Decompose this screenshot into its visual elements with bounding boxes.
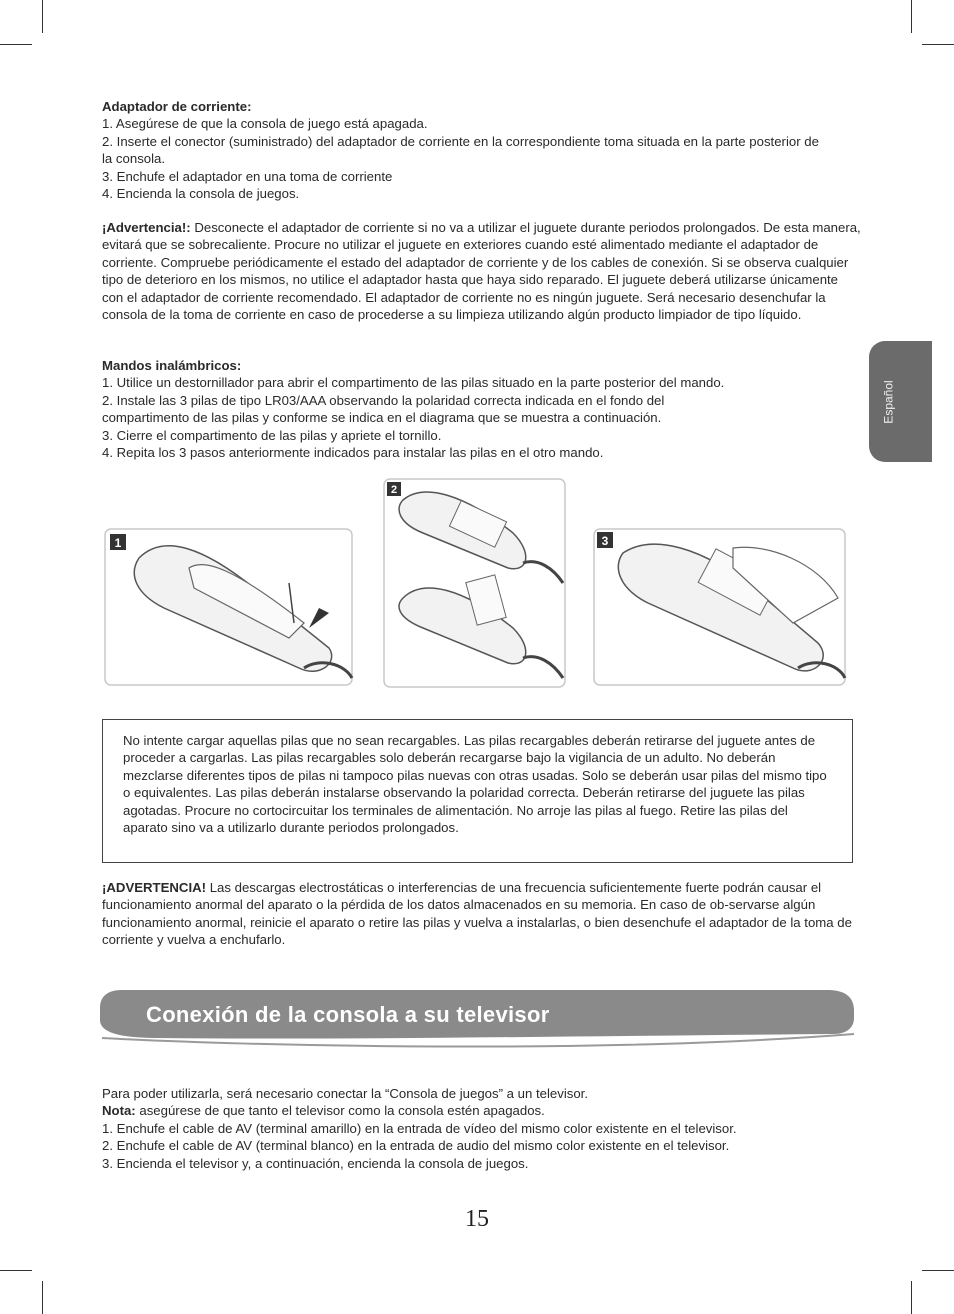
adaptador-section: [102, 98, 822, 202]
conexion-step: 1. Enchufe el cable de AV (terminal amarillo) en la entrada de vídeo del mismo color existente en el televisor.: [102, 1120, 737, 1136]
crop-mark: [42, 0, 43, 33]
section-banner-title: Conexión de la consola a su televisor: [146, 1002, 550, 1027]
crop-mark: [911, 1281, 912, 1314]
adaptador-step: 4. Encienda la consola de juegos.: [102, 186, 300, 202]
mandos-section: [102, 357, 802, 461]
advertencia-text: Desconecte el adaptador de corriente si no va a utilizar el juguete durante periodos prolongados. De esta manera, evitará que se sobrecaliente. Procure no utilizar el juguete en exteriores cuando esté alimentado mediante el adaptador de corriente. Compruebe periódicamente el estado del adaptador de corriente y de los cables de conexión. Si se observa cualquier tipo de deterioro en los mismos, no utilice el adaptador hasta que haya sido reparado. El juguete deberá utilizarse únicamente con el adaptador de corriente recomendado. El adaptador de corriente no es ningún juguete. Será necesario desenchufar la consola de la toma de corriente en caso de procederse a su limpieza utilizando algún producto limpiador de tipo líquido.: [102, 220, 861, 323]
step-number-1: 1: [114, 536, 122, 550]
adaptador-step: 2. Inserte el conector (suministrado) del adaptador de corriente en la correspondiente toma situada en la parte posterior de la consola.: [102, 133, 819, 167]
figure-step-1: [104, 528, 354, 688]
crop-mark: [42, 1281, 43, 1314]
crop-mark: [911, 0, 912, 33]
step-number-2: 2: [390, 484, 398, 496]
figure-step-3: [593, 528, 847, 688]
mandos-step: 3. Cierre el compartimento de las pilas y apriete el tornillo.: [102, 427, 442, 443]
crop-mark: [922, 44, 954, 45]
advertencia-esd-paragraph: [102, 879, 854, 949]
conexion-step: 3. Encienda el televisor y, a continuación, encienda la consola de juegos.: [102, 1155, 529, 1171]
figure-step-2: [383, 478, 567, 690]
pilas-warning-text: No intente cargar aquellas pilas que no sean recargables. Las pilas recargables deberán retirarse del juguete antes de proceder a cargarlas. Las pilas recargables solo deberán recargarse bajo la vigilancia de un adulto. No deberán mezclarse diferentes tipos de pilas ni tampoco pilas nuevas con otras usadas. Solo se deberán usar pilas del mismo tipo o equivalentes. Las pilas deberán instalarse observando la polaridad correcta. Deberán retirarse del juguete las pilas agotadas. Procure no cortocircuitar los terminales de alimentación. No arroje las pilas al fuego. Retire las pilas del aparato sino va a utilizarlo durante periodos prolongados.: [123, 733, 827, 836]
crop-mark: [922, 1270, 954, 1271]
conexion-step: 2. Enchufe el cable de AV (terminal blanco) en la entrada de audio del mismo color existente en el televisor.: [102, 1138, 730, 1154]
conexion-nota-label: Nota:: [102, 1103, 136, 1119]
conexion-intro: Para poder utilizarla, será necesario conectar la “Consola de juegos” a un televisor.: [102, 1086, 589, 1101]
advertencia-esd-label: ¡ADVERTENCIA!: [102, 880, 207, 895]
crop-mark: [0, 44, 32, 45]
mandos-step: 2. Instale las 3 pilas de tipo LR03/AAA observando la polaridad correcta indicada en el fondo del compartimento de las pilas y conforme se indica en el diagrama que se muestra a continuación.: [102, 392, 665, 426]
step-number-3: 3: [601, 534, 609, 548]
conexion-section: [102, 1085, 854, 1172]
adaptador-step: 1. Asegúrese de que la consola de juego está apagada.: [102, 116, 428, 132]
adaptador-heading: Adaptador de corriente:: [102, 99, 252, 114]
mandos-step: 4. Repita los 3 pasos anteriormente indicados para instalar las pilas en el otro mando.: [102, 445, 604, 461]
advertencia-paragraph: [102, 219, 862, 323]
pilas-warning-box: [102, 719, 853, 863]
battery-install-figures: [100, 478, 850, 690]
conexion-nota-text: asegúrese de que tanto el televisor como la consola estén apagados.: [135, 1103, 545, 1119]
advertencia-esd-text: Las descargas electrostáticas o interferencias de una frecuencia suficientemente fuerte podrán causar el funcionamiento anormal del aparato o la pérdida de los datos almacenados en su memoria. En caso de ob-servarse algún funcionamiento anormal, reinicie el aparato o retire las pilas y vuelva a instalarlas, o bien desenchufe el adaptador de la toma de corriente y vuelva a enchufarlo.: [102, 880, 852, 948]
advertencia-label: ¡Advertencia!:: [102, 220, 191, 235]
language-side-tab-label: Español: [882, 379, 896, 424]
crop-mark: [0, 1270, 32, 1271]
page-number: 15: [465, 1206, 489, 1232]
mandos-heading: Mandos inalámbricos:: [102, 358, 242, 373]
adaptador-step: 3. Enchufe el adaptador en una toma de corriente: [102, 168, 393, 184]
mandos-step: 1. Utilice un destornillador para abrir el compartimento de las pilas situado en la parte posterior del mando.: [102, 375, 725, 391]
